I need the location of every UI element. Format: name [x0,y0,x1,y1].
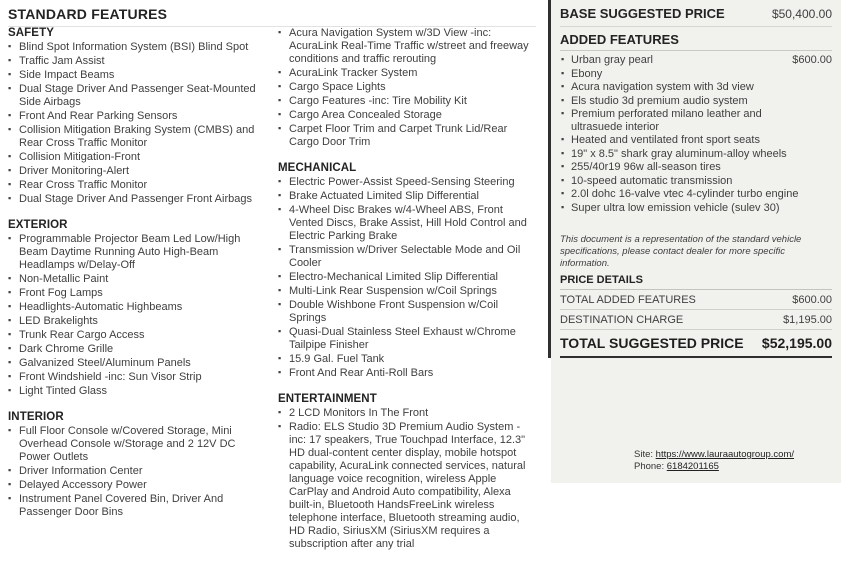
feature-list [8,425,264,519]
added-feature-label: ▪ Ebony [560,68,602,81]
added-feature-label: ▪ Acura navigation system with 3d view [560,81,754,94]
destination-charge-value: $1,195.00 [783,314,832,326]
section-heading: MECHANICAL [278,162,357,174]
added-features-heading: ADDED FEATURES [560,32,832,51]
added-feature-item [560,161,832,174]
added-feature-item [560,202,832,215]
feature-item: ▪ Multi-Link Rear Suspension w/Coil Springs [278,285,536,298]
feature-item: ▪ Carpet Floor Trim and Carpet Trunk Lid/Rear Cargo Door Trim [278,123,536,149]
section-safety [8,27,264,206]
added-feature-item [560,134,832,147]
section-heading: INTERIOR [8,411,64,423]
added-feature-item [560,188,832,201]
added-feature-item [560,68,832,81]
base-price-value: $50,400.00 [771,7,832,21]
feature-item: ▪ Front And Rear Parking Sensors [8,110,264,123]
base-price-row [560,6,832,27]
total-added-features-row [560,290,832,310]
feature-item: ▪ Driver Information Center [8,465,264,478]
added-feature-label: ▪ Els studio 3d premium audio system [560,95,748,108]
feature-item: ▪ Non-Metallic Paint [8,273,264,286]
total-suggested-price-row [560,330,832,358]
section-entertainment [278,393,536,551]
added-feature-label: ▪ Heated and ventilated front sport seats [560,134,760,147]
feature-item: ▪ Trunk Rear Cargo Access [8,329,264,342]
section-heading: EXTERIOR [8,219,68,231]
feature-item: ▪ Traffic Jam Assist [8,55,264,68]
added-feature-price: $600.00 [792,54,832,66]
site-link[interactable]: https://www.lauraautogroup.com/ [655,449,795,460]
feature-item: ▪ Driver Monitoring-Alert [8,165,264,178]
feature-item: ▪ Delayed Accessory Power [8,479,264,492]
feature-item: ▪ LED Brakelights [8,315,264,328]
feature-item: ▪ Galvanized Steel/Aluminum Panels [8,357,264,370]
dealer-contact [634,449,794,473]
feature-item: ▪ Collision Mitigation Braking System (CMBS) and Rear Cross Traffic Monitor [8,124,264,150]
added-feature-item [560,95,832,108]
feature-item: ▪ Side Impact Beams [8,69,264,82]
destination-charge-label: DESTINATION CHARGE [560,314,684,326]
added-feature-label: ▪ Super ultra low emission vehicle (sulev 30) [560,202,779,215]
added-feature-label: ▪ Premium perforated milano leather and ultrasuede interior [560,108,806,133]
section-heading: ENTERTAINMENT [278,393,377,405]
base-price-label: BASE SUGGESTED PRICE [560,6,725,21]
feature-item: ▪ Dual Stage Driver And Passenger Seat-Mounted Side Airbags [8,83,264,109]
features-column-left [8,27,264,532]
added-feature-label: ▪ 19" x 8.5" shark gray aluminum-alloy wheels [560,148,787,161]
added-feature-label: ▪ 2.0l dohc 16-valve vtec 4-cylinder turbo engine [560,188,798,201]
feature-item: ▪ Front And Rear Anti-Roll Bars [278,367,536,380]
section-heading: SAFETY [8,27,54,39]
added-features-list [560,54,832,214]
feature-list [278,176,536,380]
added-feature-item [560,175,832,188]
feature-item: ▪ Brake Actuated Limited Slip Differential [278,190,536,203]
added-feature-item [560,148,832,161]
feature-item: ▪ AcuraLink Tracker System [278,67,536,80]
feature-item: ▪ 15.9 Gal. Fuel Tank [278,353,536,366]
feature-item: ▪ Electric Power-Assist Speed-Sensing Steering [278,176,536,189]
feature-list [278,27,536,149]
feature-item: ▪ Cargo Space Lights [278,81,536,94]
feature-item: ▪ 2 LCD Monitors In The Front [278,407,536,420]
added-feature-label: ▪ 10-speed automatic transmission [560,175,732,188]
destination-charge-row [560,310,832,330]
dealer-phone-line [634,461,794,473]
feature-item: ▪ Radio: ELS Studio 3D Premium Audio System -inc: 17 speakers, True Touchpad Interface, 12.3" HD dual-content center display, mobile hotspot capability, AcuraLink connected services, natural language voice recognition, wireless Apple CarPlay and Android Auto compatibility, Alexa built-in, Bluetooth HandsFreeLink wireless telephone interface, Bluetooth streaming audio, HD Radio, SiriusXM (SiriusXM requires a subscription after any trial [278,421,536,551]
feature-item: ▪ Front Windshield -inc: Sun Visor Strip [8,371,264,384]
disclaimer-text: This document is a representation of the standard vehicle specifications, please contact dealer for more specific information. [560,234,802,269]
site-label: Site: [634,449,654,460]
total-added-features-label: TOTAL ADDED FEATURES [560,294,696,306]
feature-item: ▪ Cargo Area Concealed Storage [278,109,536,122]
feature-item: ▪ Light Tinted Glass [8,385,264,398]
feature-item: ▪ Cargo Features -inc: Tire Mobility Kit [278,95,536,108]
dealer-site-line [634,449,794,461]
added-feature-item [560,81,832,94]
feature-item: ▪ Front Fog Lamps [8,287,264,300]
feature-list [8,41,264,206]
feature-item: ▪ Electro-Mechanical Limited Slip Differential [278,271,536,284]
feature-item: ▪ Programmable Projector Beam Led Low/High Beam Daytime Running Auto High-Beam Headlamps w/Delay-Off [8,233,264,272]
added-feature-label: ▪ Urban gray pearl [560,54,653,67]
standard-features-title: STANDARD FEATURES [8,6,536,27]
feature-item: ▪ Dual Stage Driver And Passenger Front Airbags [8,193,264,206]
total-suggested-price-value: $52,195.00 [761,335,832,351]
feature-list [278,407,536,551]
features-column-middle [278,27,536,564]
price-details-heading: PRICE DETAILS [560,274,832,290]
section-interior [8,411,264,519]
feature-item: ▪ Instrument Panel Covered Bin, Driver And Passenger Door Bins [8,493,264,519]
feature-list [8,233,264,398]
price-panel-body [548,0,841,358]
added-feature-item [560,108,832,133]
feature-item: ▪ Collision Mitigation-Front [8,151,264,164]
feature-item: ▪ Rear Cross Traffic Monitor [8,179,264,192]
phone-link[interactable]: 6184201165 [666,461,719,472]
price-panel [548,0,841,483]
feature-item: ▪ Transmission w/Driver Selectable Mode and Oil Cooler [278,244,536,270]
added-feature-item [560,54,832,67]
feature-item: ▪ 4-Wheel Disc Brakes w/4-Wheel ABS, Front Vented Discs, Brake Assist, Hill Hold Control and Electric Parking Brake [278,204,536,243]
section-convenience-continued [278,27,536,149]
feature-item: ▪ Acura Navigation System w/3D View -inc: AcuraLink Real-Time Traffic w/street and freeway conditions and traffic rerouting [278,27,536,66]
added-feature-label: ▪ 255/40r19 96w all-season tires [560,161,721,174]
feature-item: ▪ Headlights-Automatic Highbeams [8,301,264,314]
phone-label: Phone: [634,461,665,472]
feature-item: ▪ Full Floor Console w/Covered Storage, Mini Overhead Console w/Storage and 2 12V DC Power Outlets [8,425,264,464]
total-suggested-price-label: TOTAL SUGGESTED PRICE [560,335,744,351]
feature-item: ▪ Double Wishbone Front Suspension w/Coil Springs [278,299,536,325]
feature-item: ▪ Blind Spot Information System (BSI) Blind Spot [8,41,264,54]
total-added-features-value: $600.00 [792,294,832,306]
section-exterior [8,219,264,398]
section-mechanical [278,162,536,380]
feature-item: ▪ Quasi-Dual Stainless Steel Exhaust w/Chrome Tailpipe Finisher [278,326,536,352]
feature-item: ▪ Dark Chrome Grille [8,343,264,356]
